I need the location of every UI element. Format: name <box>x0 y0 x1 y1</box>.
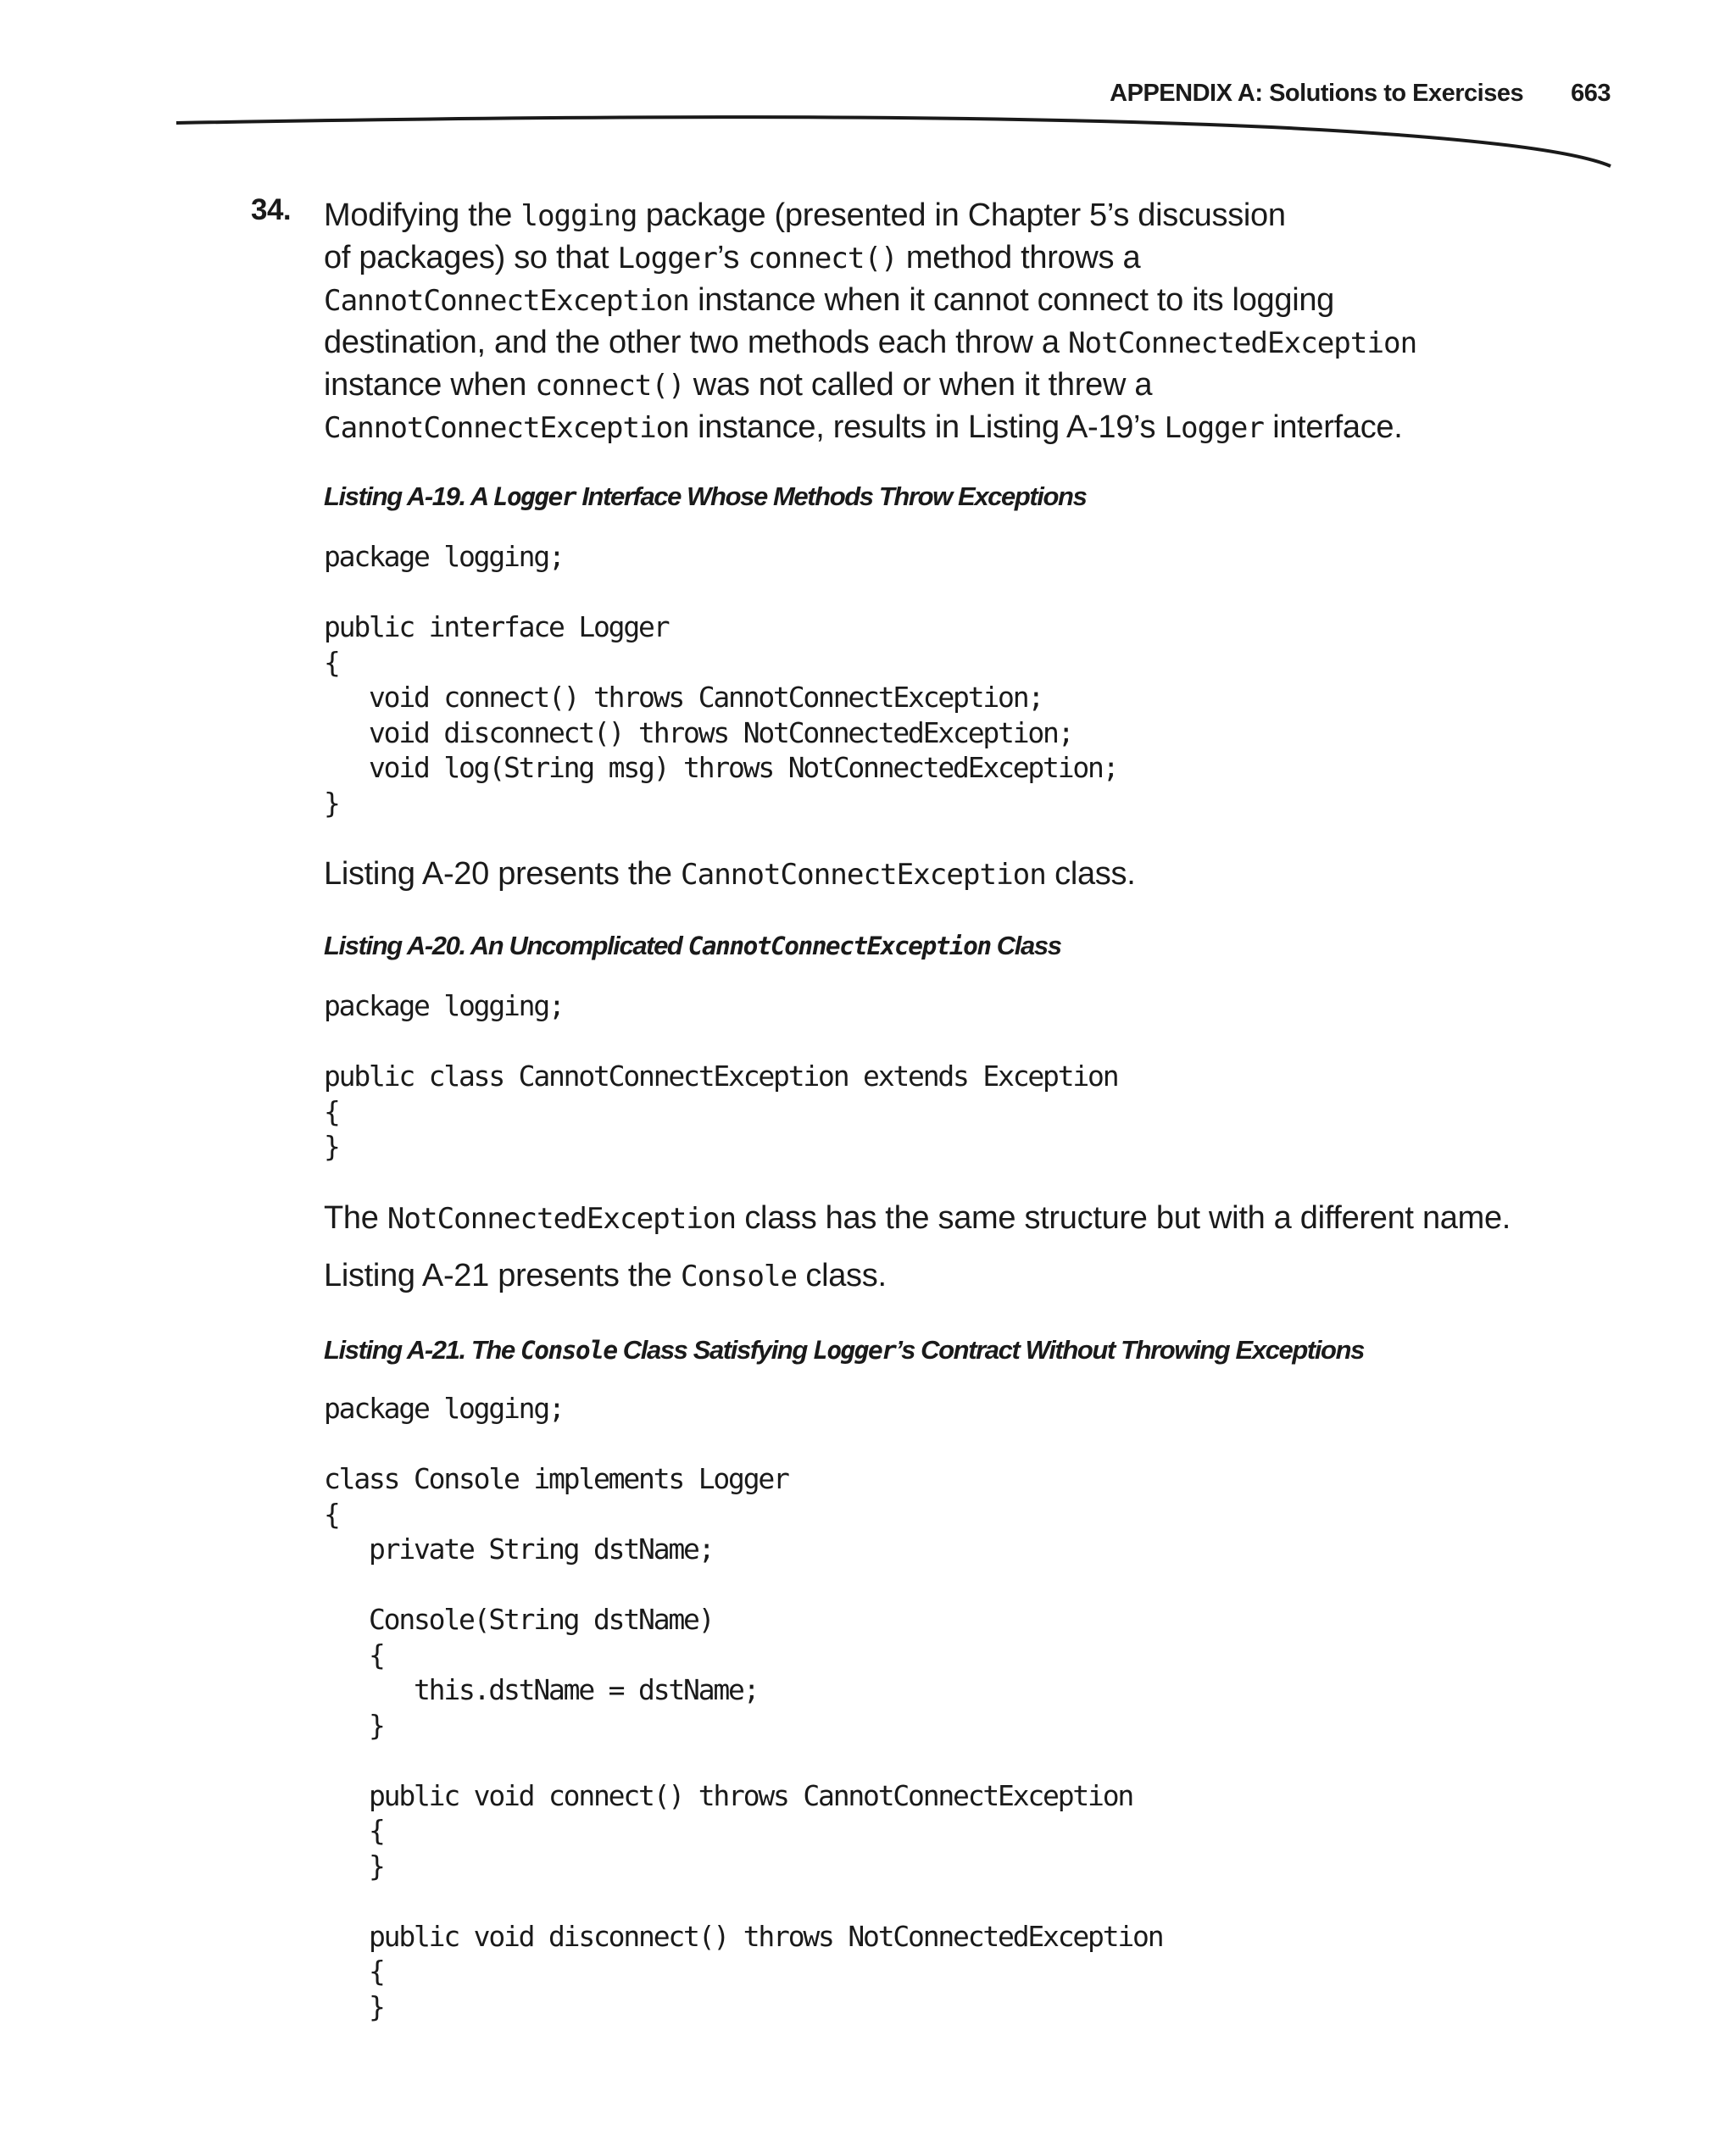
exercise-line <box>324 407 1612 449</box>
section-title: APPENDIX A: Solutions to Exercises <box>1110 80 1524 107</box>
code-run: Logger <box>617 242 717 275</box>
code-run: CannotConnectException <box>324 411 689 445</box>
code-run: CannotConnectException <box>324 284 689 318</box>
exercise-number: 34. <box>251 193 292 226</box>
exercise-line <box>324 195 1612 237</box>
listing-a21-caption <box>324 1335 1595 1366</box>
text-run: class has the same structure but with a different name. <box>736 1200 1511 1236</box>
caption-code: CannotConnectException <box>687 932 991 960</box>
exercise-line <box>324 280 1612 322</box>
listing-a21-code: package logging; class Console implements Logger { private String dstName; Console(String dstName) { this.dstName = dstName; } public void connect() throws CannotConnectException { } public void disconnect() throws NotConnectedException { } <box>324 1392 1163 2023</box>
text-run: class. <box>797 1258 887 1293</box>
caption-code: Console <box>520 1336 617 1365</box>
listing-a19-caption <box>324 481 1595 512</box>
page-number: 663 <box>1571 80 1611 107</box>
text-run: ’s <box>716 240 748 275</box>
listing-a19-code: package logging; public interface Logger { void connect() throws CannotConnectException; void disconnect() throws NotConnectedException; void log(String msg) throws NotConnectedException; } <box>324 540 1118 820</box>
text-run: instance when <box>324 367 536 403</box>
text-run: method throws a <box>897 240 1141 275</box>
listing-a20-code: package logging; public class CannotConnectException extends Exception { } <box>324 989 1118 1163</box>
caption-text: Listing A-20. An Uncomplicated <box>324 931 688 960</box>
exercise-text <box>324 195 1612 449</box>
listing-a21-intro <box>324 1255 1612 1298</box>
text-run: instance when it cannot connect to its logging <box>688 282 1334 318</box>
text-run: Listing A-20 presents the <box>324 856 682 892</box>
caption-text: ’s Contract Without Throwing Exceptions <box>895 1335 1364 1365</box>
code-run: connect() <box>535 369 685 403</box>
text-run: Modifying the <box>324 197 521 233</box>
text-run: was not called or when it threw a <box>684 367 1153 403</box>
text-run: The <box>324 1200 387 1236</box>
caption-code: Logger <box>813 1336 896 1365</box>
code-run: CannotConnectException <box>681 858 1046 892</box>
code-run: NotConnectedException <box>387 1202 737 1236</box>
text-run: interface. <box>1263 409 1403 445</box>
text-run: instance, results in Listing A-19’s <box>688 409 1165 445</box>
exercise-line <box>324 322 1612 364</box>
text-run: package (presented in Chapter 5’s discussion <box>637 197 1286 233</box>
caption-text: Listing A-19. A <box>324 481 493 511</box>
text-run: class. <box>1045 856 1136 892</box>
code-run: connect() <box>748 242 898 275</box>
code-run: logging <box>520 199 637 233</box>
caption-text: Class <box>990 931 1061 960</box>
code-run: NotConnectedException <box>1067 326 1417 360</box>
notconnected-paragraph <box>324 1198 1612 1240</box>
listing-a20-caption <box>324 931 1595 961</box>
text-run: Listing A-21 presents the <box>324 1258 682 1293</box>
text-run: of packages) so that <box>324 240 618 275</box>
text-run: destination, and the other two methods each throw a <box>324 325 1068 360</box>
caption-text: Interface Whose Methods Throw Exceptions <box>576 481 1087 511</box>
caption-code: Logger <box>492 482 576 511</box>
code-run: Console <box>681 1260 798 1293</box>
exercise-line <box>324 364 1612 407</box>
caption-text: Listing A-21. The <box>324 1335 521 1365</box>
exercise-line <box>324 237 1612 280</box>
header-rule <box>0 0 1736 220</box>
listing-a20-intro <box>324 854 1612 896</box>
code-run: Logger <box>1164 411 1264 445</box>
caption-text: Class Satisfying <box>616 1335 814 1365</box>
